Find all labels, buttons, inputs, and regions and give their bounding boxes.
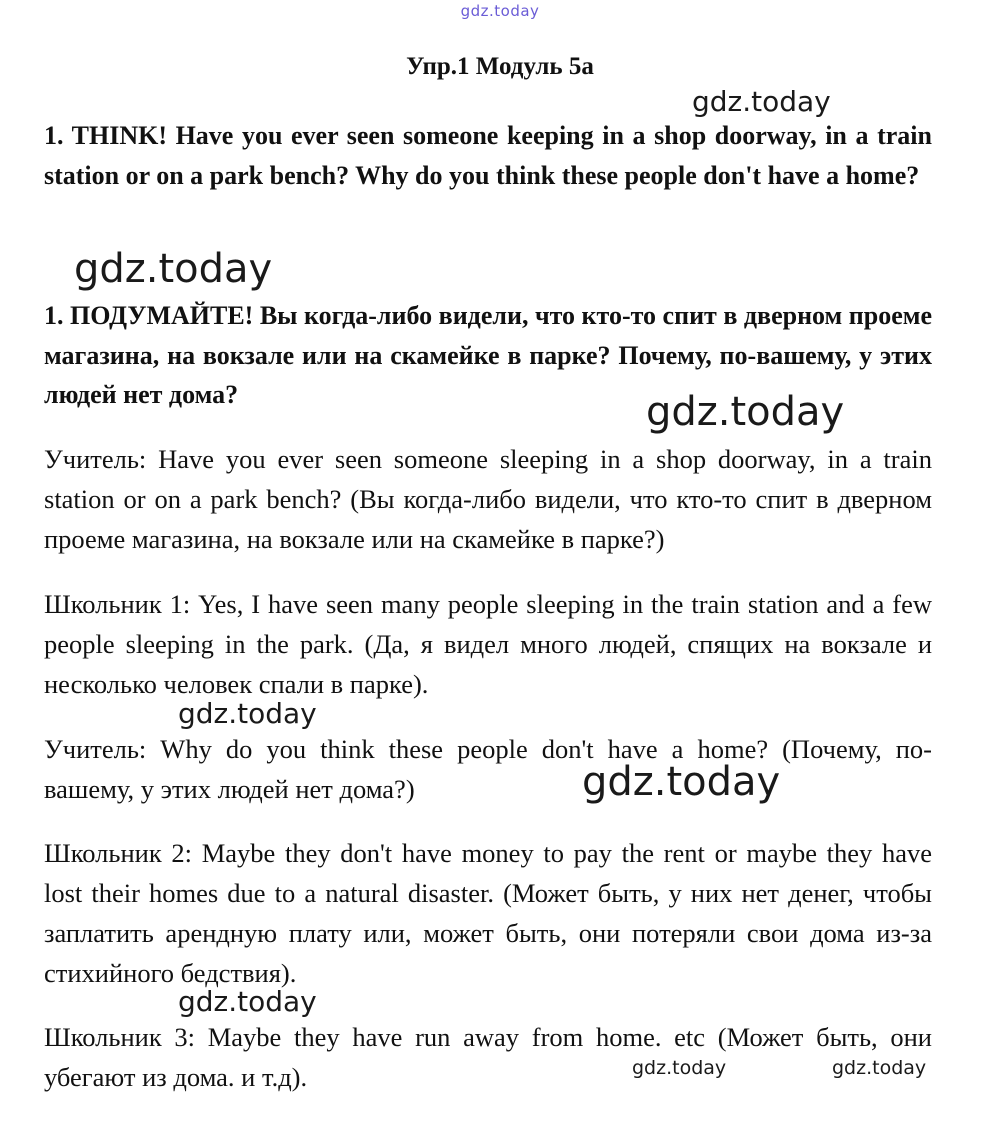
dialogue-student-2: Школьник 2: Maybe they don't have money to pay the rent or maybe they have lost their homes due to a natural disaster. (Может быть, у них нет денег, чтобы заплатить арендную плату или, может быть, они потеряли свои дома из-за стихийного бедствия). — [44, 838, 932, 988]
watermark-top: gdz.today — [460, 2, 540, 20]
dialogue-teacher-1: Учитель: Have you ever seen someone sleeping in a shop doorway, in a train station or on a park bench? (Вы когда-либо видели, что кто-то спит в дверном проеме магазина, на вокзале или на скамейке в парке?) — [44, 444, 932, 554]
task-russian: 1. ПОДУМАЙТЕ! Вы когда-либо видели, что кто-то спит в дверном проеме магазина, на вокзале или на скамейке в парке? Почему, по-вашему, у этих людей нет дома? — [44, 301, 932, 409]
dialogue-student-3: Школьник 3: Maybe they have run away from home. etc (Может быть, они убегают из дома. и т.д). — [44, 1022, 932, 1092]
watermark: gdz.today — [582, 759, 781, 805]
watermark: gdz.today — [832, 1057, 927, 1079]
watermark: gdz.today — [646, 389, 845, 435]
watermark: gdz.today — [178, 697, 317, 730]
exercise-title: Упр.1 Модуль 5а — [406, 53, 594, 80]
dialogue-teacher-2: Учитель: Why do you think these people don't have a home? (Почему, по-вашему, у этих людей нет дома?) — [44, 734, 932, 804]
watermark: gdz.today — [178, 985, 317, 1018]
dialogue-student-1: Школьник 1: Yes, I have seen many people sleeping in the train station and a few people sleeping in the park. (Да, я видел много людей, спящих на вокзале и несколько человек спали в парке). — [44, 589, 932, 699]
watermark: gdz.today — [74, 246, 273, 292]
watermark: gdz.today — [632, 1057, 727, 1079]
watermark: gdz.today — [692, 85, 831, 118]
task-english: 1. THINK! Have you ever seen someone keeping in a shop doorway, in a train station or on a park bench? Why do you think these people don't have a home? — [44, 121, 932, 190]
